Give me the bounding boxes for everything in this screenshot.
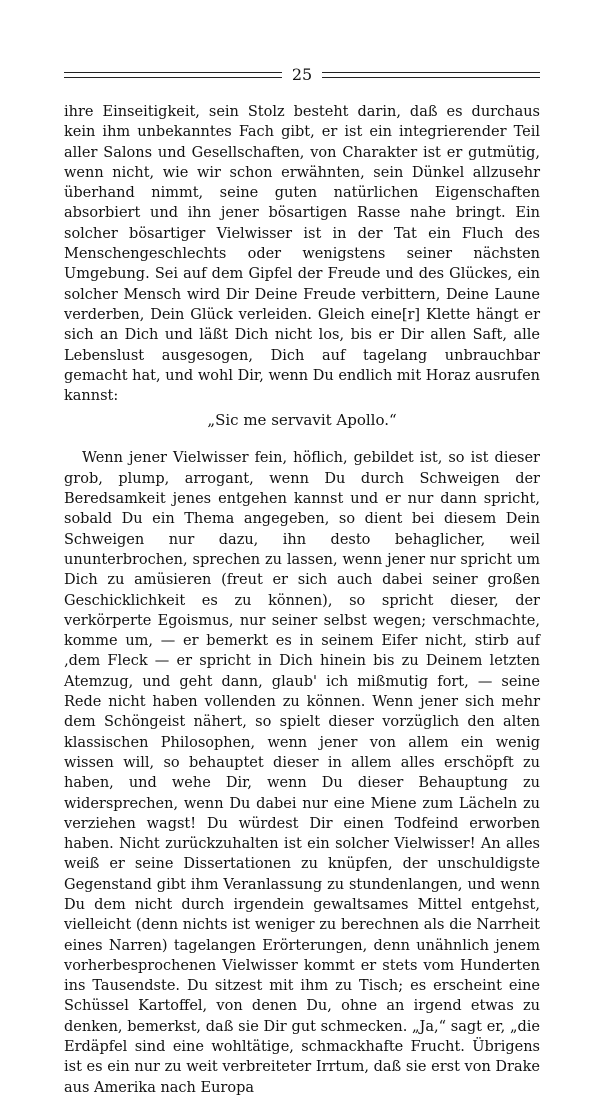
book-page [64, 60, 540, 1098]
page-number: 25 [291, 65, 313, 84]
page-header [64, 60, 540, 90]
paragraph-continuation: ihre Einseitigkeit, sein Stolz besteht darin, daß es durchaus kein ihm unbekanntes Fach gibt, er ist ein integrierender Teil aller Salons und Gesellschaften, von Charakter ist er gutmütig, wenn nicht, wie wir schon erwähnten, sein Dünkel allzusehr überhand nimmt, seine guten natürlichen Eigenschaften absorbiert und ihn jener bösartigen Rasse nahe bringt. Ein solcher bösartiger Vielwisser ist in der Tat ein Fluch des Menschengeschlechts oder wenigstens seiner nächsten Umgebung. Sei auf dem Gipfel der Freude und des Glückes, ein solcher Mensch wird Dir Deine Freude verbittern, Deine Laune verderben, Dein Glück verleiden. Gleich eine[r] Klette hängt er sich an Dich und läßt Dich nicht los, bis er Dir allen Saft, alle Lebenslust ausgesogen, Dich auf tagelang unbrauchbar gemacht hat, und wohl Dir, wenn Du endlich mit Horaz ausrufen kannst: [64, 104, 540, 405]
horace-quote: „Sic me servavit Apollo.“ [207, 411, 397, 430]
header-rule-left [64, 72, 282, 78]
paragraph-second: Wenn jener Vielwisser fein, höflich, gebildet ist, so ist dieser grob, plump, arrogant, wenn Du durch Schweigen der Beredsamkeit jenes entgehen kannst und er nur dann spricht, sobald Du ein Thema angegeben, so dient bei diesem Dein Schweigen nur dazu, ihn desto behaglicher, weil ununterbrochen, sprechen zu lassen, wenn jener nur spricht um Dich zu amüsieren (freut er sich auch dabei seiner großen Geschicklichkeit es zu können), so spricht dieser, der verkörperte Egoismus, nur seiner selbst wegen; verschmachte, komme um, — er bemerkt es in seinem Eifer nicht, stirb auf ‚dem Fleck — er spricht in Dich hinein bis zu Deinem letzten Atemzug, und geht dann, glaub' ich mißmutig fort, — seine Rede nicht haben vollenden zu können. Wenn jener sich mehr dem Schöngeist nähert, so spielt dieser vorzüglich den alten klassischen Philosophen, wenn jener von allem ein wenig wissen will, so behauptet dieser in allem alles erschöpft zu haben, und wehe Dir, wenn Du dieser Behauptung zu widersprechen, wenn Du dabei nur eine Miene zum Lächeln zu verziehen wagst! Du würdest Dir einen Todfeind erworben haben. Nicht zurückzuhalten ist ein solcher Vielwisser! An alles weiß er seine Dissertationen zu knüpfen, der unschuldigste Gegenstand gibt ihm Veranlassung zu stundenlangen, und wenn Du dem nicht durch irgendein gewaltsames Mittel entgehst, vielleicht (denn nichts ist weniger zu berechnen als die Narrheit eines Narren) tagelangen Erörterungen, denn unähnlich jenem vorherbesprochenen Vielwisser kommt er stets vom Hunderten ins Tausendste. Du sitzest mit ihm zu Tisch; es erscheint eine Schüssel Kartoffel, von denen Du, ohne an irgend etwas zu denken, bemerkst, daß sie Dir gut schmecken. „Ja,“ sagt er, „die Erdäpfel sind eine wohltätige, schmackhafte Frucht. Übrigens ist es ein nur zu weit verbreiteter Irrtum, daß sie erst von Drake aus Amerika nach Europa [64, 450, 540, 1096]
header-rule-right [322, 72, 540, 78]
body-text [64, 102, 540, 1098]
